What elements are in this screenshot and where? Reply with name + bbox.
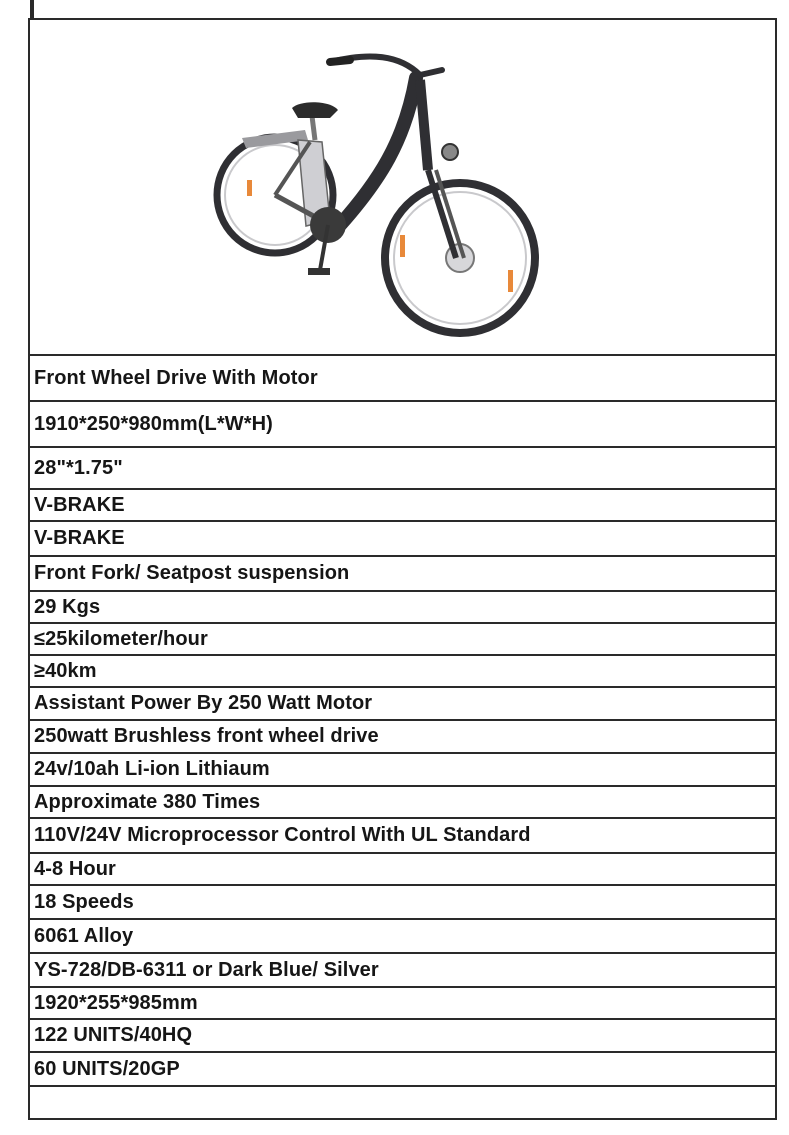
spec-row-speed: [30, 624, 775, 656]
spec-sheet-table: [28, 18, 777, 1120]
spec-row-motor: [30, 721, 775, 754]
spec-value: 60 UNITS/20GP: [34, 1057, 180, 1080]
spec-value: 28"*1.75": [34, 456, 123, 479]
spec-row-tire: [30, 448, 775, 490]
spec-value: 110V/24V Microprocessor Control With UL Standard: [34, 824, 531, 846]
spec-value: 122 UNITS/40HQ: [34, 1024, 193, 1046]
spec-value: Approximate 380 Times: [34, 790, 261, 813]
spec-row-assist: [30, 688, 775, 721]
spec-row-front-brake: [30, 490, 775, 522]
spec-value: ≤25kilometer/hour: [34, 627, 208, 650]
spec-row-empty: [30, 1087, 775, 1121]
spec-row-cycle-life: [30, 787, 775, 819]
spec-value: V-BRAKE: [34, 493, 125, 516]
spec-value: 1920*255*985mm: [34, 991, 198, 1014]
spec-value: Assistant Power By 250 Watt Motor: [34, 692, 373, 714]
spec-row-charge-time: [30, 854, 775, 886]
spec-row-20gp: [30, 1053, 775, 1087]
spec-value: YS-728/DB-6311 or Dark Blue/ Silver: [34, 958, 379, 981]
spec-row-battery: [30, 754, 775, 787]
spec-value: 250watt Brushless front wheel drive: [34, 725, 379, 747]
spec-value: 29 Kgs: [34, 595, 101, 618]
spec-row-frame: [30, 920, 775, 954]
spec-value: Front Fork/ Seatpost suspension: [34, 562, 350, 584]
spec-row-weight: [30, 592, 775, 624]
spec-row-dimensions: [30, 402, 775, 448]
spec-value: 18 Speeds: [34, 890, 134, 913]
spec-row-color: [30, 954, 775, 988]
spec-value: 6061 Alloy: [34, 924, 134, 947]
scan-edge-mark: [30, 0, 34, 18]
spec-rows: [30, 356, 775, 1121]
spec-row-rear-brake: [30, 522, 775, 557]
spec-value: 24v/10ah Li-ion Lithiaum: [34, 758, 270, 780]
spec-row-charger: [30, 819, 775, 854]
spec-row-package-size: [30, 988, 775, 1020]
spec-row-40hq: [30, 1020, 775, 1053]
product-photo-cell: [30, 20, 775, 356]
spec-row-drive: [30, 356, 775, 402]
spec-value: V-BRAKE: [34, 527, 125, 549]
spec-value: 4-8 Hour: [34, 857, 116, 880]
spec-value: 1910*250*980mm(L*W*H): [34, 412, 273, 435]
spec-value: ≥40km: [34, 659, 97, 682]
spec-row-gears: [30, 886, 775, 920]
spec-row-range: [30, 656, 775, 688]
electric-bicycle-image: [180, 30, 560, 350]
spec-value: Front Wheel Drive With Motor: [34, 366, 318, 389]
spec-row-suspension: [30, 557, 775, 592]
